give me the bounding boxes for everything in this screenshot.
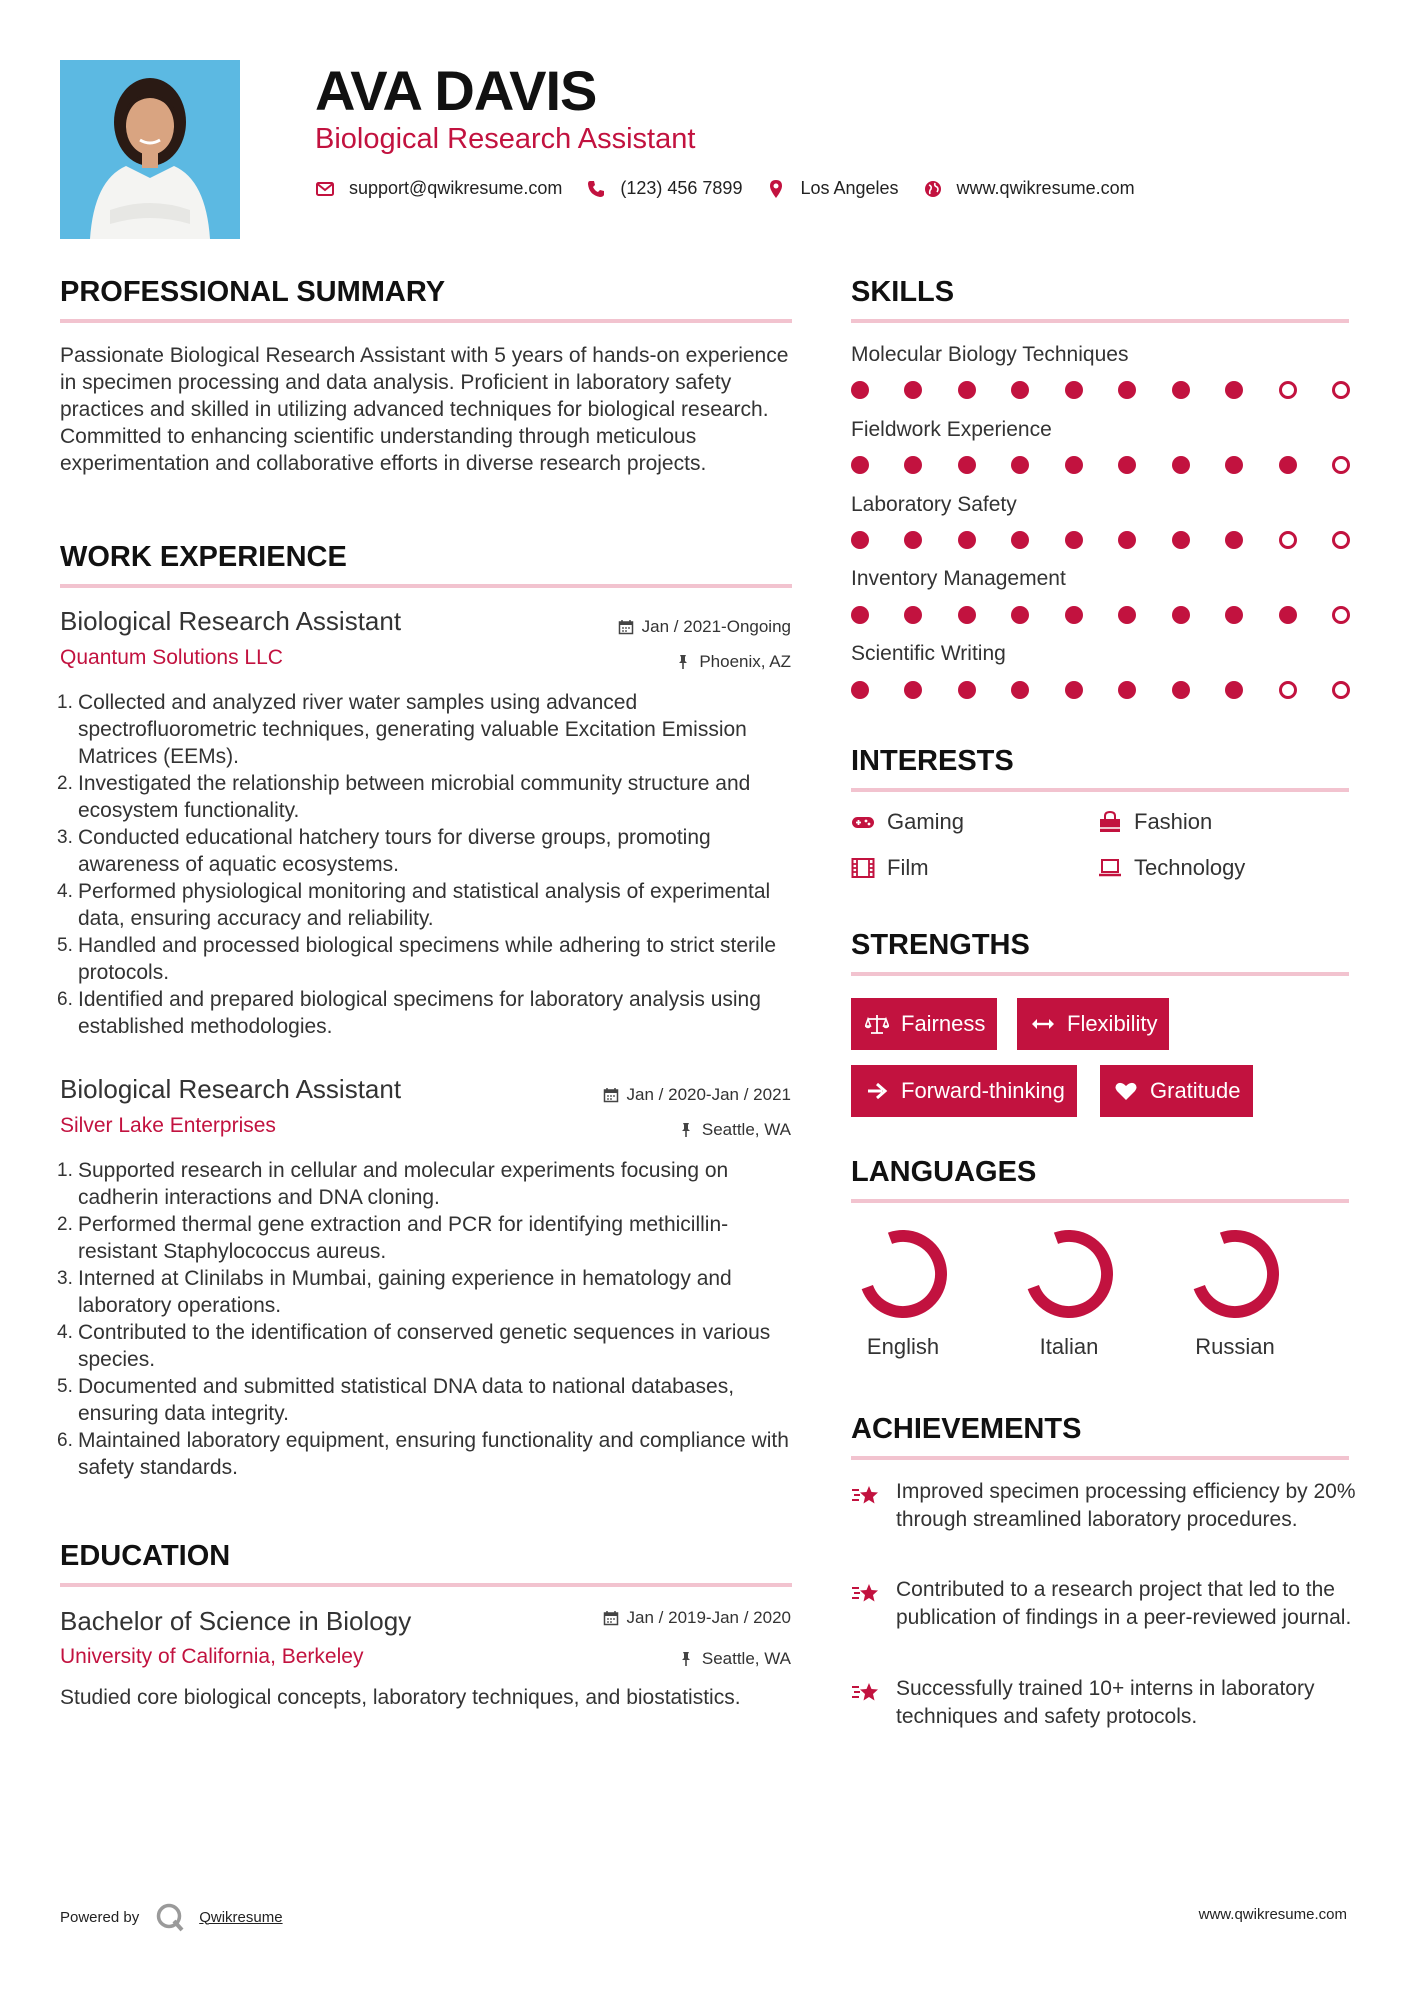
list-item: 2. Investigated the relationship between microbial community structure and ecosystem functionality.: [57, 772, 751, 822]
skills-rule: [851, 319, 1349, 323]
film-icon: [851, 857, 875, 879]
skill-2-rating: [851, 456, 1350, 476]
job-2-company: Silver Lake Enterprises: [60, 1114, 276, 1137]
pushpin-icon: [678, 1122, 694, 1138]
interests-rule: [851, 788, 1349, 792]
rating-dot-empty: [1279, 531, 1297, 549]
double-arrow-icon: [1031, 1013, 1055, 1035]
strengths-heading: STRENGTHS: [851, 929, 1030, 961]
language-label: Italian: [1039, 1334, 1099, 1359]
rating-dot-filled: [1011, 681, 1029, 699]
education-rule: [60, 1583, 792, 1587]
shopping-bag-icon: [1098, 811, 1122, 833]
footer-powered-by: [60, 1902, 283, 1932]
education-dates-text: Jan / 2019-Jan / 2020: [626, 1608, 791, 1627]
powered-by-label: Powered by: [60, 1908, 140, 1926]
achievements-rule: [851, 1456, 1349, 1460]
skills-heading: SKILLS: [851, 276, 955, 308]
job-1-dates-text: Jan / 2021-Ongoing: [641, 617, 791, 636]
rating-dot-filled: [1118, 381, 1136, 399]
job-2-dates: [603, 1085, 791, 1105]
education-heading: EDUCATION: [60, 1540, 231, 1572]
heart-icon: [1114, 1080, 1138, 1102]
job-1-bullets: [57, 689, 795, 1040]
rating-dot-filled: [1011, 456, 1029, 474]
strength-gratitude: Gratitude: [1100, 1065, 1253, 1117]
balance-scale-icon: [865, 1013, 889, 1035]
list-item: 2. Performed thermal gene extraction and PCR for identifying methicillin-resistant Staphylococcus aureus.: [57, 1213, 729, 1263]
achievement-item: Successfully trained 10+ interns in laboratory techniques and safety protocols.: [851, 1675, 1361, 1731]
rating-dot-filled: [1118, 531, 1136, 549]
skill-2-name: Fieldwork Experience: [851, 418, 1052, 441]
contact-phone[interactable]: [586, 178, 742, 199]
rating-dot-filled: [1225, 606, 1243, 624]
pushpin-icon: [678, 1651, 694, 1667]
language-label: Russian: [1195, 1334, 1275, 1359]
footer-website[interactable]: www.qwikresume.com: [1198, 1906, 1347, 1923]
rating-dot-empty: [1332, 381, 1350, 399]
globe-icon: [923, 179, 943, 199]
rating-dot-filled: [1225, 456, 1243, 474]
languages-rule: [851, 1199, 1349, 1203]
list-item: 6. Maintained laboratory equipment, ensuring functionality and compliance with safety standards.: [57, 1429, 789, 1479]
shooting-star-icon: [851, 1679, 881, 1705]
rating-dot-filled: [1172, 456, 1190, 474]
rating-dot-filled: [1118, 456, 1136, 474]
rating-dot-filled: [1118, 606, 1136, 624]
rating-dot-filled: [904, 531, 922, 549]
rating-dot-filled: [851, 381, 869, 399]
rating-dot-filled: [958, 531, 976, 549]
contact-location: [766, 178, 898, 199]
calendar-icon: [618, 619, 634, 635]
rating-dot-filled: [958, 381, 976, 399]
candidate-name: AVA DAVIS: [315, 59, 597, 122]
interest-film: Film: [851, 855, 929, 881]
qwikresume-logo-icon: [155, 1902, 185, 1932]
phone-icon: [586, 179, 606, 199]
skill-1-name: Molecular Biology Techniques: [851, 343, 1129, 366]
rating-dot-filled: [904, 456, 922, 474]
shooting-star-icon: [851, 1580, 881, 1606]
skill-3-rating: [851, 531, 1350, 551]
contact-bar: [315, 178, 1159, 199]
rating-dot-empty: [1279, 381, 1297, 399]
job-2-location: [678, 1120, 791, 1140]
summary-heading: PROFESSIONAL SUMMARY: [60, 276, 446, 308]
rating-dot-filled: [1172, 606, 1190, 624]
rating-dot-filled: [1279, 606, 1297, 624]
rating-dot-filled: [958, 681, 976, 699]
language-russian-gauge: [1187, 1226, 1283, 1322]
language-label: English: [866, 1334, 940, 1359]
job-1-location-text: Phoenix, AZ: [699, 652, 791, 671]
rating-dot-filled: [1065, 531, 1083, 549]
envelope-icon: [315, 179, 335, 199]
education-location-text: Seattle, WA: [701, 1649, 791, 1668]
skill-5-name: Scientific Writing: [851, 642, 1006, 665]
rating-dot-filled: [1065, 681, 1083, 699]
rating-dot-filled: [1225, 681, 1243, 699]
achievement-item: Improved specimen processing efficiency by 20% through streamlined laboratory procedures.: [851, 1478, 1361, 1534]
candidate-title: Biological Research Assistant: [315, 123, 696, 155]
rating-dot-filled: [958, 606, 976, 624]
rating-dot-filled: [1225, 531, 1243, 549]
education-location: [678, 1649, 791, 1669]
education-description: Studied core biological concepts, laboratory techniques, and biostatistics.: [60, 1686, 741, 1709]
rating-dot-filled: [1011, 381, 1029, 399]
achievement-item: Contributed to a research project that led to the publication of findings in a peer-reviewed journal.: [851, 1576, 1361, 1632]
location-text: Los Angeles: [800, 178, 899, 198]
rating-dot-empty: [1332, 606, 1350, 624]
skill-4-name: Inventory Management: [851, 567, 1066, 590]
interest-gaming: Gaming: [851, 809, 964, 835]
experience-rule: [60, 584, 792, 588]
calendar-icon: [603, 1087, 619, 1103]
rating-dot-filled: [851, 606, 869, 624]
job-1-title: Biological Research Assistant: [60, 606, 402, 636]
rating-dot-filled: [1065, 606, 1083, 624]
rating-dot-filled: [1172, 531, 1190, 549]
email-text: support@qwikresume.com: [349, 178, 563, 198]
rating-dot-filled: [958, 456, 976, 474]
rating-dot-filled: [1011, 606, 1029, 624]
job-2-title: Biological Research Assistant: [60, 1074, 402, 1104]
list-item: 4. Performed physiological monitoring and statistical analysis of experimental data, ensuring accuracy and reliability.: [57, 880, 771, 930]
strength-flexibility: Flexibility: [1017, 998, 1169, 1050]
language-russian: [1175, 1226, 1295, 1360]
website-text: www.qwikresume.com: [956, 178, 1135, 198]
summary-text: Passionate Biological Research Assistant with 5 years of hands-on experience in specimen processing and data analysis. Proficient in laboratory safety practices and skilled in utilizing advanced techniques for biological research. Committed to enhancing scientific understanding through meticulous experimentation and collaborative efforts in diverse research projects.: [60, 344, 789, 475]
contact-email[interactable]: [315, 178, 562, 199]
summary-rule: [60, 319, 792, 323]
list-item: 6. Identified and prepared biological specimens for laboratory analysis using established methodologies.: [57, 988, 761, 1038]
education-dates: [603, 1608, 791, 1628]
achievements-heading: ACHIEVEMENTS: [851, 1413, 1082, 1445]
arrow-right-icon: [865, 1080, 889, 1102]
strength-forward-thinking: Forward-thinking: [851, 1065, 1077, 1117]
school-name: University of California, Berkeley: [60, 1645, 364, 1668]
strength-fairness: Fairness: [851, 998, 997, 1050]
rating-dot-filled: [904, 606, 922, 624]
strengths-rule: [851, 972, 1349, 976]
gamepad-icon: [851, 811, 875, 833]
job-1-location: [675, 652, 791, 672]
rating-dot-empty: [1332, 681, 1350, 699]
rating-dot-empty: [1279, 681, 1297, 699]
list-item: 1. Supported research in cellular and molecular experiments focusing on cadherin interactions and DNA cloning.: [57, 1159, 729, 1209]
job-2-location-text: Seattle, WA: [701, 1120, 791, 1139]
list-item: 3. Conducted educational hatchery tours for diverse groups, promoting awareness of aquatic ecosystems.: [57, 826, 711, 876]
list-item: 1. Collected and analyzed river water samples using advanced spectrofluorometric techniques, generating valuable Excitation Emission Matrices (EEMs).: [57, 691, 747, 768]
skill-5-rating: [851, 681, 1350, 701]
rating-dot-filled: [904, 381, 922, 399]
experience-heading: WORK EXPERIENCE: [60, 541, 347, 573]
skill-4-rating: [851, 606, 1350, 626]
list-item: 3. Interned at Clinilabs in Mumbai, gaining experience in hematology and laboratory operations.: [57, 1267, 732, 1317]
list-item: 4. Contributed to the identification of conserved genetic sequences in various species.: [57, 1321, 771, 1371]
skill-1-rating: [851, 381, 1350, 401]
degree-title: Bachelor of Science in Biology: [60, 1606, 412, 1636]
language-english: [843, 1226, 963, 1360]
laptop-icon: [1098, 857, 1122, 879]
interest-fashion: Fashion: [1098, 809, 1212, 835]
shooting-star-icon: [851, 1482, 881, 1508]
list-item: 5. Documented and submitted statistical DNA data to national databases, ensuring data integrity.: [57, 1375, 735, 1425]
interests-heading: INTERESTS: [851, 745, 1014, 777]
brand-link[interactable]: Qwikresume: [199, 1908, 283, 1926]
job-1-company: Quantum Solutions LLC: [60, 646, 283, 669]
job-1-dates: [618, 617, 791, 637]
rating-dot-filled: [1118, 681, 1136, 699]
map-pin-icon: [766, 179, 786, 199]
language-english-gauge: [855, 1226, 951, 1322]
rating-dot-filled: [1172, 381, 1190, 399]
contact-website[interactable]: [923, 178, 1135, 199]
profile-photo: [60, 60, 240, 239]
language-italian: [1009, 1226, 1129, 1360]
interest-technology: Technology: [1098, 855, 1245, 881]
rating-dot-filled: [1011, 531, 1029, 549]
rating-dot-filled: [1225, 381, 1243, 399]
rating-dot-filled: [851, 531, 869, 549]
rating-dot-filled: [1279, 456, 1297, 474]
language-italian-gauge: [1021, 1226, 1117, 1322]
rating-dot-filled: [1065, 381, 1083, 399]
languages-heading: LANGUAGES: [851, 1156, 1037, 1188]
rating-dot-filled: [904, 681, 922, 699]
job-2-bullets: [57, 1157, 795, 1481]
rating-dot-filled: [1172, 681, 1190, 699]
rating-dot-empty: [1332, 456, 1350, 474]
phone-text: (123) 456 7899: [620, 178, 743, 198]
pushpin-icon: [675, 654, 691, 670]
list-item: 5. Handled and processed biological specimens while adhering to strict sterile protocols.: [57, 934, 777, 984]
calendar-icon: [603, 1610, 619, 1626]
rating-dot-filled: [1065, 456, 1083, 474]
rating-dot-filled: [851, 456, 869, 474]
rating-dot-filled: [851, 681, 869, 699]
skill-3-name: Laboratory Safety: [851, 493, 1017, 516]
job-2-dates-text: Jan / 2020-Jan / 2021: [626, 1085, 791, 1104]
rating-dot-empty: [1332, 531, 1350, 549]
